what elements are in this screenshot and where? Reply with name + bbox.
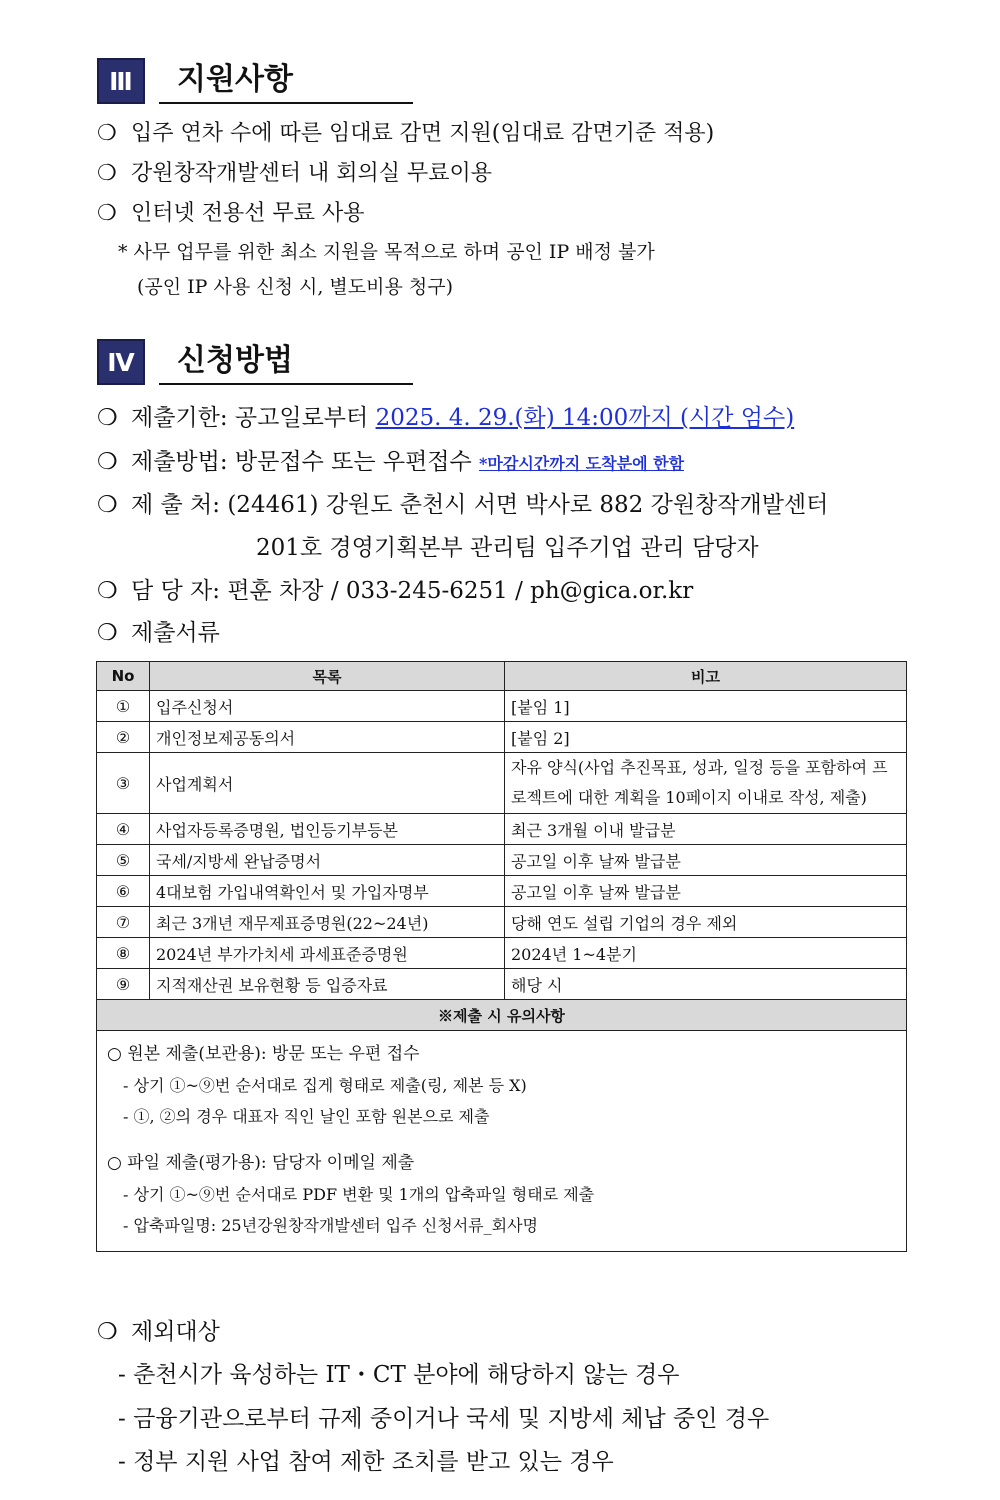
exclusion-label: ❍ 제외대상 <box>97 1319 220 1345</box>
section-number-badge: Ⅳ <box>97 339 145 385</box>
table-row <box>97 845 907 876</box>
row-note: 최근 3개월 이내 발급분 <box>505 814 907 845</box>
support-item: ❍ 강원창작개발센터 내 회의실 무료이용 <box>97 161 493 186</box>
row-number: ⑨ <box>97 969 150 1000</box>
docs-label: ❍ 제출서류 <box>97 620 220 646</box>
row-note: [붙임 1] <box>505 691 907 722</box>
note-sub: - 압축파일명: 25년강원창작개발센터 입주 신청서류_회사명 <box>123 1216 538 1235</box>
bullet-icon: ❍ <box>97 620 118 646</box>
row-item: 국세/지방세 완납증명서 <box>150 845 505 876</box>
section-title: 신청방법 <box>159 341 413 385</box>
place-line: ❍ 제 출 처: (24461) 강원도 춘천시 서면 박사로 882 강원창작개발센터 <box>97 492 829 518</box>
bullet-icon: ❍ <box>97 201 117 226</box>
bullet-icon: ❍ <box>97 449 118 475</box>
row-note: 해당 시 <box>505 969 907 1000</box>
table-row <box>97 691 907 722</box>
row-note: 2024년 1~4분기 <box>505 938 907 969</box>
row-note: [붙임 2] <box>505 722 907 753</box>
table-row <box>97 722 907 753</box>
row-item: 지적재산권 보유현황 등 입증자료 <box>150 969 505 1000</box>
row-item: 사업계획서 <box>150 753 505 814</box>
section-3-header <box>97 56 413 104</box>
row-note: 공고일 이후 날짜 발급분 <box>505 876 907 907</box>
table-row <box>97 907 907 938</box>
exclusion-item: - 정부 지원 사업 참여 제한 조치를 받고 있는 경우 <box>118 1449 614 1475</box>
row-item: 최근 3개년 재무제표증명원(22~24년) <box>150 907 505 938</box>
note-sub: - 상기 ①~⑨번 순서대로 PDF 변환 및 1개의 압축파일 형태로 제출 <box>123 1185 595 1204</box>
row-item: 개인정보제공동의서 <box>150 722 505 753</box>
bullet-icon: ❍ <box>97 161 117 186</box>
bullet-icon: ❍ <box>97 492 118 518</box>
row-number: ② <box>97 722 150 753</box>
circle-bullet-icon: ○ <box>107 1153 122 1173</box>
bullet-icon: ❍ <box>97 578 118 604</box>
support-item: ❍ 입주 연차 수에 따른 임대료 감면 지원(임대료 감면기준 적용) <box>97 121 715 146</box>
row-note: 자유 양식(사업 추진목표, 성과, 일정 등을 포함하여 프로젝트에 대한 계획을 10페이지 이내로 작성, 제출) <box>505 753 907 814</box>
table-row <box>97 753 907 814</box>
support-item: ❍ 인터넷 전용선 무료 사용 <box>97 201 365 226</box>
row-number: ① <box>97 691 150 722</box>
note-sub: - 상기 ①~⑨번 순서대로 집게 형태로 제출(링, 제본 등 X) <box>123 1076 527 1095</box>
column-header: 비고 <box>505 662 907 691</box>
support-note: * 사무 업무를 위한 최소 지원을 목적으로 하며 공인 IP 배정 불가 <box>118 241 655 263</box>
row-item: 사업자등록증명원, 법인등기부등본 <box>150 814 505 845</box>
column-header: 목록 <box>150 662 505 691</box>
table-row <box>97 938 907 969</box>
table-row <box>97 876 907 907</box>
row-number: ⑧ <box>97 938 150 969</box>
column-header: No <box>97 662 150 691</box>
table-header-row <box>97 662 907 691</box>
bullet-icon: ❍ <box>97 1319 118 1345</box>
row-number: ③ <box>97 753 150 814</box>
notes-header-row <box>97 1000 907 1031</box>
row-number: ⑤ <box>97 845 150 876</box>
table-row <box>97 969 907 1000</box>
contact-line: ❍ 담 당 자: 편훈 차장 / 033-245-6251 / ph@gica.or.kr <box>97 578 694 604</box>
note-file: ○ 파일 제출(평가용): 담당자 이메일 제출 <box>107 1153 415 1173</box>
circle-bullet-icon: ○ <box>107 1044 122 1064</box>
bullet-icon: ❍ <box>97 405 118 431</box>
section-number-badge: Ⅲ <box>97 58 145 104</box>
row-item: 4대보험 가입내역확인서 및 가입자명부 <box>150 876 505 907</box>
row-number: ⑥ <box>97 876 150 907</box>
exclusion-item: - 춘천시가 육성하는 IT・CT 분야에 해당하지 않는 경우 <box>118 1362 680 1388</box>
method-line: ❍ 제출방법: 방문접수 또는 우편접수 *마감시간까지 도착분에 한함 <box>97 449 685 475</box>
row-note: 당해 연도 설립 기업의 경우 제외 <box>505 907 907 938</box>
row-number: ④ <box>97 814 150 845</box>
support-note: (공인 IP 사용 신청 시, 별도비용 청구) <box>137 276 453 298</box>
notes-box <box>97 1031 907 1252</box>
table-row <box>97 814 907 845</box>
row-item: 2024년 부가가치세 과세표준증명원 <box>150 938 505 969</box>
row-number: ⑦ <box>97 907 150 938</box>
row-note: 공고일 이후 날짜 발급분 <box>505 845 907 876</box>
row-item: 입주신청서 <box>150 691 505 722</box>
method-note: *마감시간까지 도착분에 한함 <box>479 454 685 473</box>
deadline-value: 2025. 4. 29.(화) 14:00까지 (시간 엄수) <box>375 405 795 431</box>
bullet-icon: ❍ <box>97 121 117 146</box>
place-line-2: 201호 경영기획본부 관리팀 입주기업 관리 담당자 <box>256 535 759 561</box>
note-original: ○ 원본 제출(보관용): 방문 또는 우편 접수 <box>107 1044 420 1064</box>
deadline-line: ❍ 제출기한: 공고일로부터 2025. 4. 29.(화) 14:00까지 (시간 엄수) <box>97 405 795 431</box>
exclusion-item: - 금융기관으로부터 규제 중이거나 국세 및 지방세 체납 중인 경우 <box>118 1406 770 1432</box>
documents-table <box>96 661 907 1252</box>
note-sub: - ①, ②의 경우 대표자 직인 날인 포함 원본으로 제출 <box>123 1107 490 1126</box>
notes-title: ※제출 시 유의사항 <box>97 1000 907 1031</box>
notes-row <box>97 1031 907 1252</box>
section-4-header <box>97 337 413 385</box>
section-title: 지원사항 <box>159 60 413 104</box>
